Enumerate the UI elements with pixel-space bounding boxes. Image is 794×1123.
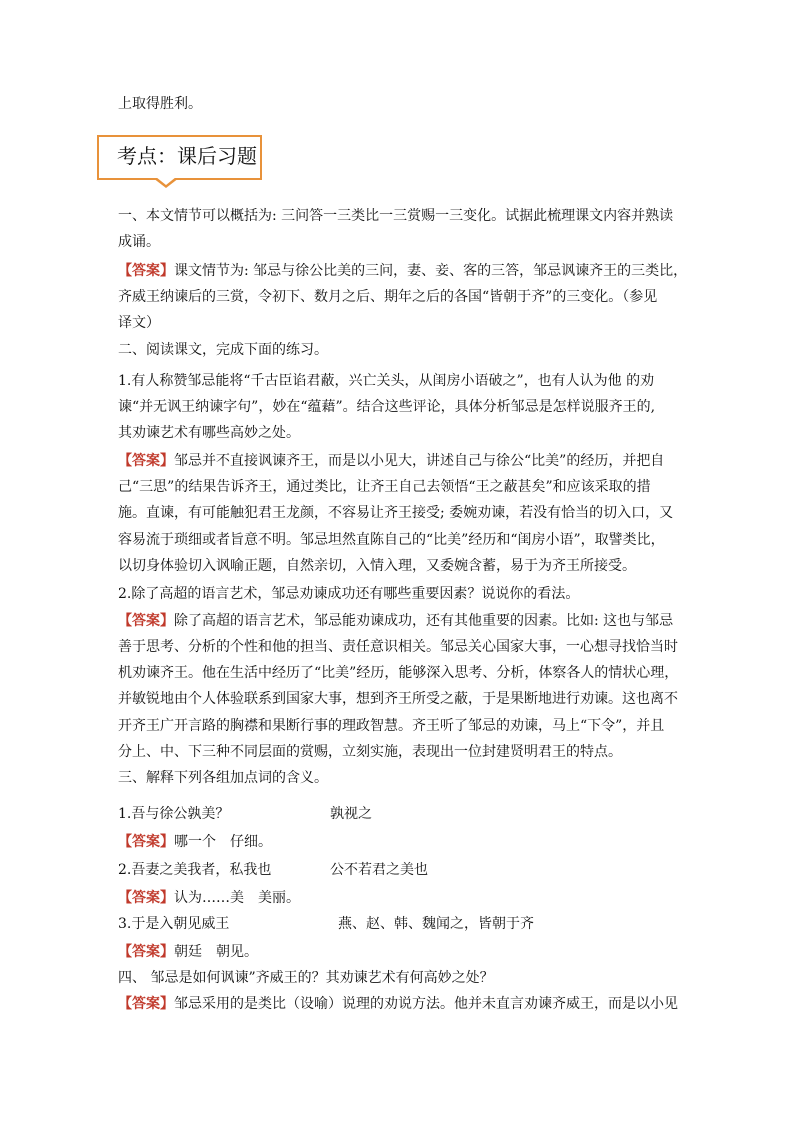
text-line [118, 742, 678, 762]
line-text: 其劝谏艺术有哪些高妙之处。 [118, 425, 300, 441]
text-line [118, 716, 678, 736]
line-text: 容易流于琐细或者旨意不明。邹忌坦然直陈自己的“比美”经历和“闺房小语”，取譬类比， [118, 532, 665, 548]
second-column-text: 孰视之 [330, 806, 372, 822]
text-line [118, 530, 678, 550]
line-text: 四、 邹忌是如何讽谏”齐威王的？其劝谏艺术有何高妙之处？ [118, 970, 494, 986]
text-line [118, 340, 678, 360]
text-line [118, 287, 678, 307]
text-line [118, 768, 678, 788]
text-line [118, 423, 678, 443]
line-text: 分上、中、下三种不同层面的赏赐，立刻实施，表现出一位封建贤明君王的特点。 [118, 744, 622, 760]
line-text: 邹忌采用的是类比（设喻）说理的劝说方法。他并未直言劝谏齐威王，而是以小见 [174, 996, 678, 1012]
line-text: 认为……美 美丽。 [174, 890, 300, 906]
line-text: 译文） [118, 315, 160, 331]
line-text: 谏“并无讽王纳谏字句”，妙在“蕴藉”。结合这些评论，具体分析邹忌是怎样说服齐王的, [118, 399, 656, 415]
text-line [118, 397, 678, 417]
line-text: 朝廷 朝见。 [174, 944, 258, 960]
line-text: 并敏锐地由个人体验联系到国家大事，想到齐王所受之蔽，于是果断地进行劝谏。这也离不 [118, 691, 678, 707]
text-line [118, 371, 678, 391]
text-line [118, 663, 678, 683]
text-line [118, 637, 678, 657]
line-text: 己“三思”的结果告诉齐王，通过类比，让齐王自己去领悟“王之蔽甚矣”和应该采取的措 [118, 479, 651, 495]
answer-label: 【答案】 [118, 613, 174, 629]
text-line [118, 556, 678, 576]
answer-label: 【答案】 [118, 453, 174, 469]
line-text: 开齐王广开言路的胸襟和果断行事的理政智慧。齐王听了邹忌的劝谏，马上“下令”，并且 [118, 718, 665, 734]
answer-line [118, 832, 678, 852]
second-column-text: 燕、赵、韩、魏闻之，皆朝于齐 [338, 916, 534, 932]
line-text: 机劝谏齐王。他在生活中经历了“比美”经历，能够深入思考、分析，体察各人的情状心理， [118, 665, 679, 681]
answer-line [118, 942, 678, 962]
answer-line [118, 451, 678, 471]
text-line [118, 584, 678, 604]
text-line [118, 804, 678, 824]
answer-line [118, 994, 678, 1014]
line-text: 课文情节为: 邹忌与徐公比美的三问，妻、妾、客的三答，邹忌讽谏齐王的三类比， [174, 263, 688, 279]
text-line [118, 477, 678, 497]
line-text: 邹忌并不直接讽谏齐王，而是以小见大，讲述自己与徐公“比美”的经历，并把自 [174, 453, 665, 469]
text-line [118, 313, 678, 333]
answer-label: 【答案】 [118, 834, 174, 850]
line-text: 齐威王纳谏后的三赏，令初下、数月之后、期年之后的各国“皆朝于齐”的三变化。（参见 [118, 289, 658, 305]
line-text: 二、阅读课文，完成下面的练习。 [118, 342, 328, 358]
text-line [118, 689, 678, 709]
second-column-text: 公不若君之美也 [330, 862, 428, 878]
top-line: 上取得胜利。 [118, 96, 202, 112]
answer-line [118, 261, 688, 281]
line-text: 除了高超的语言艺术，邹忌能劝谏成功，还有其他重要的因素。比如: 这也与邹忌 [174, 613, 674, 629]
text-line [118, 503, 678, 523]
answer-line [118, 611, 678, 631]
answer-label: 【答案】 [118, 996, 174, 1012]
text-line [118, 968, 678, 988]
text-line [118, 206, 678, 226]
line-text: 哪一个 仔细。 [174, 834, 272, 850]
answer-line [118, 888, 678, 908]
line-text: 成诵。 [118, 234, 160, 250]
line-text: 1.有人称赞邹忌能将“千古臣谄君蔽，兴亡关头，从闺房小语破之”，也有人认为他 的劝 [118, 373, 655, 389]
line-text: 一、本文情节可以概括为: 三问答一三类比一三赏赐一三变化。试据此梳理课文内容并熟读 [118, 208, 674, 224]
line-text: 善于思考、分析的个性和他的担当、责任意识相关。邹忌关心国家大事，一心想寻找恰当时 [118, 639, 678, 655]
section-title-box [97, 135, 266, 185]
answer-label: 【答案】 [118, 944, 174, 960]
line-text: 2.除了高超的语言艺术，邹忌劝谏成功还有哪些重要因素？说说你的看法。 [118, 586, 580, 602]
text-line [118, 232, 678, 252]
line-text: 以切身体验切入讽喻正题，自然亲切，入情入理，又委婉含蓄，易于为齐王所接受。 [118, 558, 636, 574]
line-text: 三、解释下列各组加点词的含义。 [118, 770, 328, 786]
line-text: 3.于是入朝见威王 [118, 916, 230, 932]
line-text: 2.吾妻之美我者，私我也 [118, 862, 272, 878]
section-title: 考点：课后习题 [117, 144, 257, 168]
answer-label: 【答案】 [118, 263, 174, 279]
line-text: 1.吾与徐公孰美？ [118, 806, 230, 822]
line-text: 施。直谏，有可能触犯君王龙颜，不容易让齐王接受; 委婉劝谏，若没有恰当的切入口，又 [118, 505, 674, 521]
answer-label: 【答案】 [118, 890, 174, 906]
